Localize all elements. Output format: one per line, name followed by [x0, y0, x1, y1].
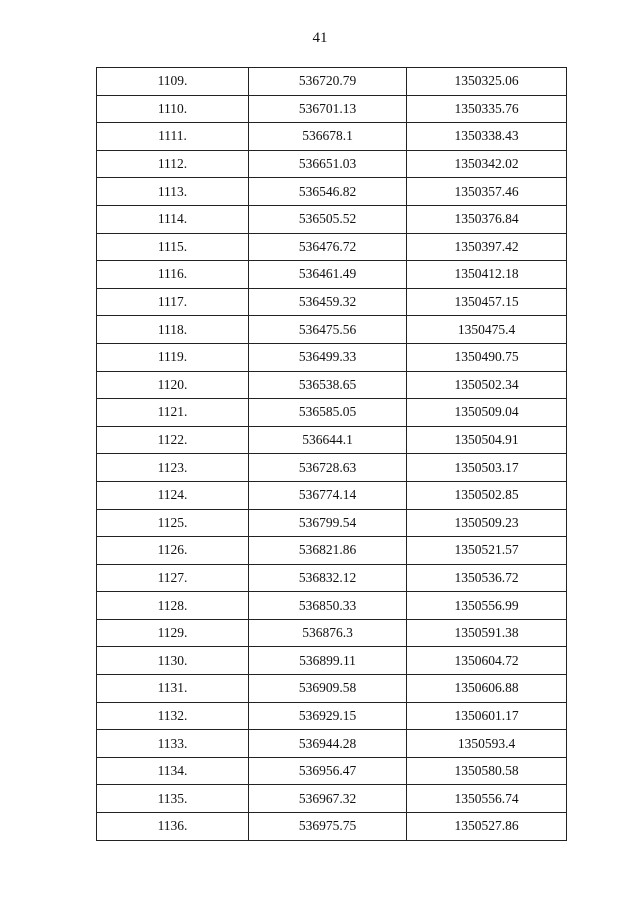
- coordinates-table: [96, 67, 567, 841]
- table-row: [97, 316, 567, 344]
- point-number-cell: 1116.: [97, 261, 249, 289]
- x-coordinate-cell: 536799.54: [249, 509, 407, 537]
- table-row: [97, 564, 567, 592]
- x-coordinate-cell: 536876.3: [249, 619, 407, 647]
- x-coordinate-cell: 536956.47: [249, 757, 407, 785]
- point-number-cell: 1112.: [97, 150, 249, 178]
- table-row: [97, 813, 567, 841]
- table-body: [97, 68, 567, 841]
- table-row: [97, 233, 567, 261]
- point-number-cell: 1110.: [97, 95, 249, 123]
- y-coordinate-cell: 1350475.4: [407, 316, 567, 344]
- x-coordinate-cell: 536975.75: [249, 813, 407, 841]
- x-coordinate-cell: 536909.58: [249, 675, 407, 703]
- point-number-cell: 1134.: [97, 757, 249, 785]
- x-coordinate-cell: 536967.32: [249, 785, 407, 813]
- table-row: [97, 619, 567, 647]
- point-number-cell: 1132.: [97, 702, 249, 730]
- point-number-cell: 1122.: [97, 426, 249, 454]
- x-coordinate-cell: 536774.14: [249, 481, 407, 509]
- point-number-cell: 1120.: [97, 371, 249, 399]
- table-row: [97, 178, 567, 206]
- y-coordinate-cell: 1350412.18: [407, 261, 567, 289]
- table-row: [97, 537, 567, 565]
- y-coordinate-cell: 1350527.86: [407, 813, 567, 841]
- point-number-cell: 1111.: [97, 123, 249, 151]
- table-row: [97, 675, 567, 703]
- point-number-cell: 1131.: [97, 675, 249, 703]
- point-number-cell: 1117.: [97, 288, 249, 316]
- y-coordinate-cell: 1350490.75: [407, 343, 567, 371]
- table-row: [97, 205, 567, 233]
- table-row: [97, 123, 567, 151]
- point-number-cell: 1121.: [97, 399, 249, 427]
- y-coordinate-cell: 1350357.46: [407, 178, 567, 206]
- point-number-cell: 1114.: [97, 205, 249, 233]
- point-number-cell: 1133.: [97, 730, 249, 758]
- x-coordinate-cell: 536850.33: [249, 592, 407, 620]
- x-coordinate-cell: 536929.15: [249, 702, 407, 730]
- x-coordinate-cell: 536678.1: [249, 123, 407, 151]
- table-row: [97, 647, 567, 675]
- point-number-cell: 1129.: [97, 619, 249, 647]
- point-number-cell: 1115.: [97, 233, 249, 261]
- point-number-cell: 1119.: [97, 343, 249, 371]
- point-number-cell: 1109.: [97, 68, 249, 96]
- point-number-cell: 1113.: [97, 178, 249, 206]
- y-coordinate-cell: 1350591.38: [407, 619, 567, 647]
- y-coordinate-cell: 1350338.43: [407, 123, 567, 151]
- x-coordinate-cell: 536499.33: [249, 343, 407, 371]
- table-row: [97, 68, 567, 96]
- point-number-cell: 1130.: [97, 647, 249, 675]
- point-number-cell: 1135.: [97, 785, 249, 813]
- table-row: [97, 371, 567, 399]
- table-row: [97, 150, 567, 178]
- table-row: [97, 399, 567, 427]
- y-coordinate-cell: 1350335.76: [407, 95, 567, 123]
- x-coordinate-cell: 536475.56: [249, 316, 407, 344]
- x-coordinate-cell: 536461.49: [249, 261, 407, 289]
- y-coordinate-cell: 1350580.58: [407, 757, 567, 785]
- point-number-cell: 1126.: [97, 537, 249, 565]
- y-coordinate-cell: 1350601.17: [407, 702, 567, 730]
- y-coordinate-cell: 1350325.06: [407, 68, 567, 96]
- x-coordinate-cell: 536651.03: [249, 150, 407, 178]
- x-coordinate-cell: 536546.82: [249, 178, 407, 206]
- x-coordinate-cell: 536944.28: [249, 730, 407, 758]
- table-row: [97, 481, 567, 509]
- y-coordinate-cell: 1350509.23: [407, 509, 567, 537]
- table-row: [97, 288, 567, 316]
- table-row: [97, 95, 567, 123]
- y-coordinate-cell: 1350503.17: [407, 454, 567, 482]
- table-row: [97, 426, 567, 454]
- table-row: [97, 509, 567, 537]
- y-coordinate-cell: 1350342.02: [407, 150, 567, 178]
- point-number-cell: 1124.: [97, 481, 249, 509]
- y-coordinate-cell: 1350502.34: [407, 371, 567, 399]
- y-coordinate-cell: 1350606.88: [407, 675, 567, 703]
- point-number-cell: 1123.: [97, 454, 249, 482]
- y-coordinate-cell: 1350504.91: [407, 426, 567, 454]
- y-coordinate-cell: 1350509.04: [407, 399, 567, 427]
- x-coordinate-cell: 536585.05: [249, 399, 407, 427]
- y-coordinate-cell: 1350397.42: [407, 233, 567, 261]
- table-row: [97, 592, 567, 620]
- table-row: [97, 757, 567, 785]
- table-row: [97, 785, 567, 813]
- point-number-cell: 1128.: [97, 592, 249, 620]
- table-row: [97, 261, 567, 289]
- page-number: 41: [312, 30, 328, 46]
- point-number-cell: 1127.: [97, 564, 249, 592]
- x-coordinate-cell: 536728.63: [249, 454, 407, 482]
- table-row: [97, 702, 567, 730]
- y-coordinate-cell: 1350521.57: [407, 537, 567, 565]
- x-coordinate-cell: 536538.65: [249, 371, 407, 399]
- point-number-cell: 1125.: [97, 509, 249, 537]
- point-number-cell: 1136.: [97, 813, 249, 841]
- table-row: [97, 454, 567, 482]
- x-coordinate-cell: 536701.13: [249, 95, 407, 123]
- x-coordinate-cell: 536476.72: [249, 233, 407, 261]
- y-coordinate-cell: 1350502.85: [407, 481, 567, 509]
- y-coordinate-cell: 1350604.72: [407, 647, 567, 675]
- y-coordinate-cell: 1350376.84: [407, 205, 567, 233]
- y-coordinate-cell: 1350556.74: [407, 785, 567, 813]
- y-coordinate-cell: 1350593.4: [407, 730, 567, 758]
- x-coordinate-cell: 536832.12: [249, 564, 407, 592]
- point-number-cell: 1118.: [97, 316, 249, 344]
- x-coordinate-cell: 536644.1: [249, 426, 407, 454]
- x-coordinate-cell: 536720.79: [249, 68, 407, 96]
- x-coordinate-cell: 536505.52: [249, 205, 407, 233]
- x-coordinate-cell: 536459.32: [249, 288, 407, 316]
- x-coordinate-cell: 536899.11: [249, 647, 407, 675]
- y-coordinate-cell: 1350457.15: [407, 288, 567, 316]
- x-coordinate-cell: 536821.86: [249, 537, 407, 565]
- table-row: [97, 343, 567, 371]
- y-coordinate-cell: 1350556.99: [407, 592, 567, 620]
- table-row: [97, 730, 567, 758]
- y-coordinate-cell: 1350536.72: [407, 564, 567, 592]
